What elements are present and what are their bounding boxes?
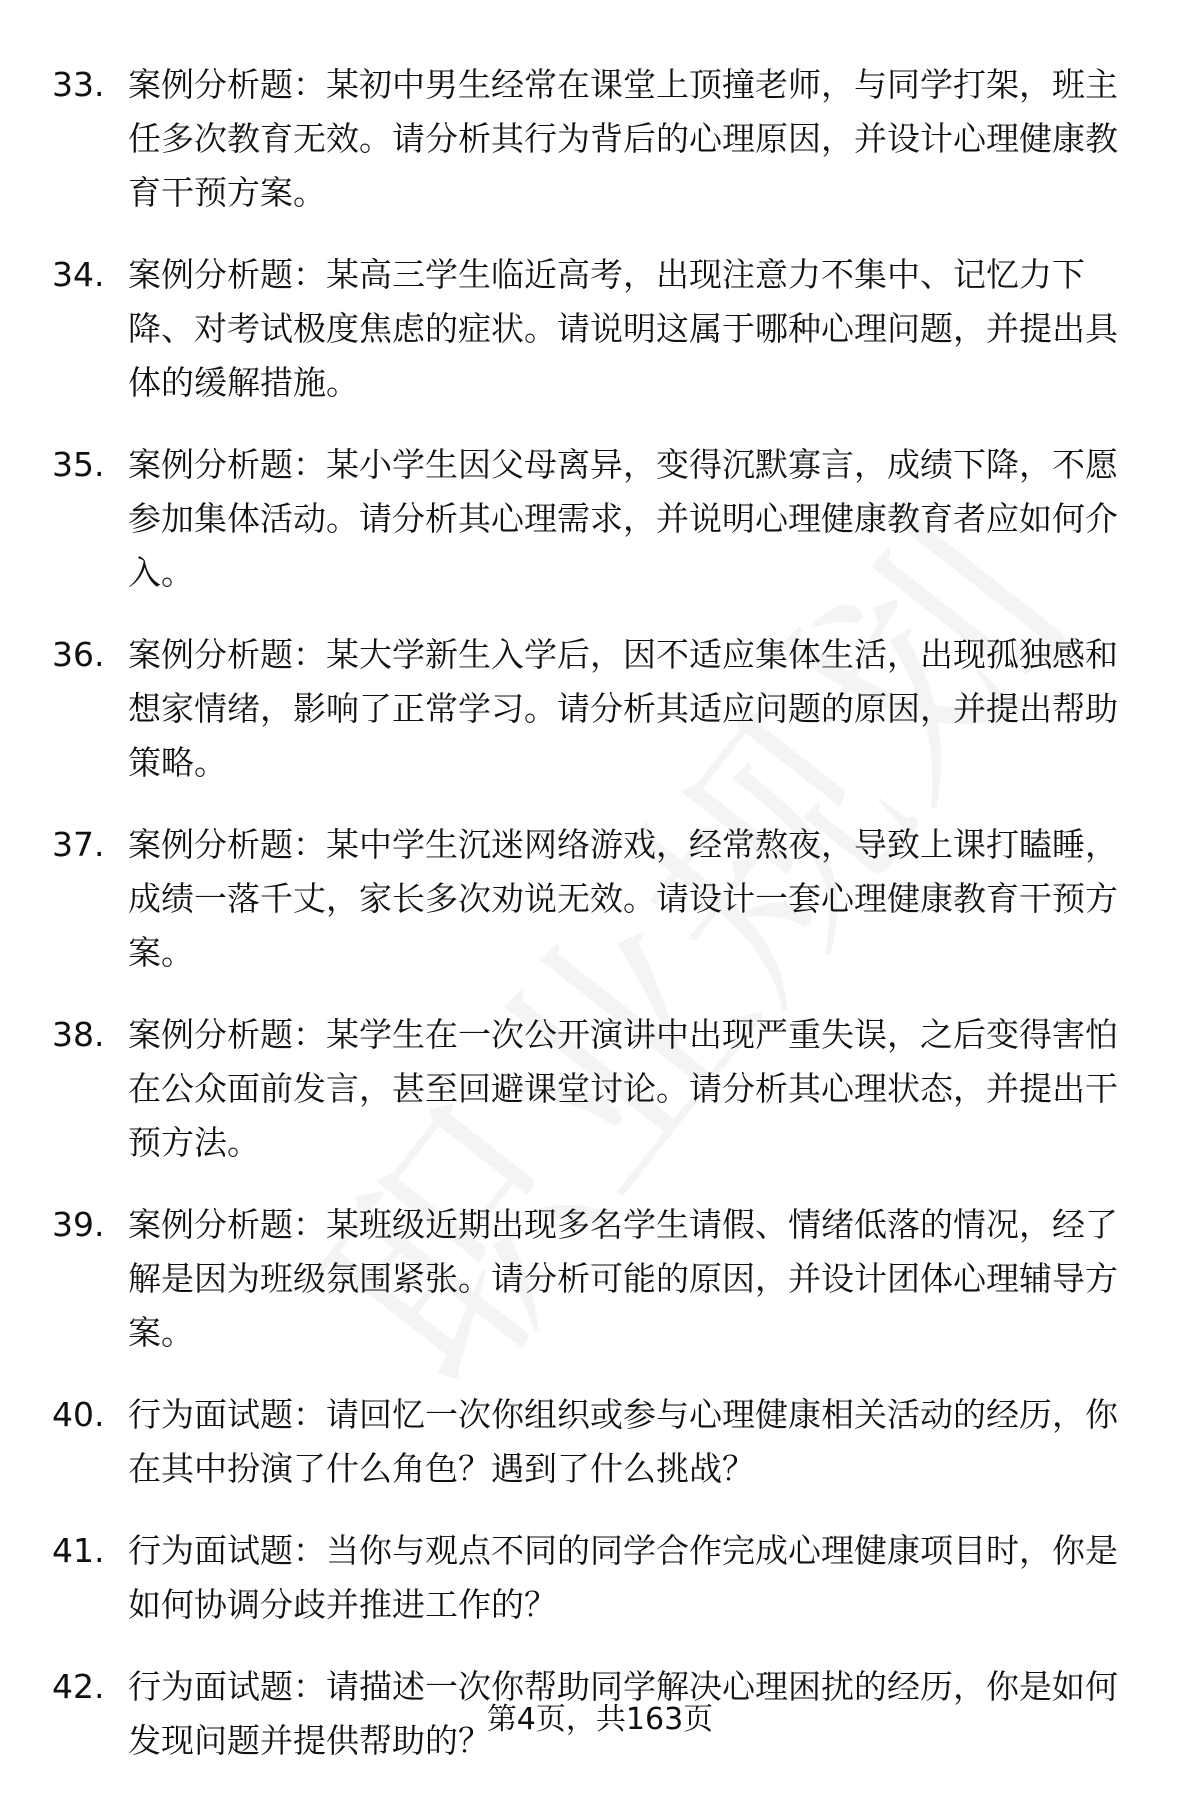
question-text: 案例分析题：某小学生因父母离异，变得沉默寡言，成绩下降，不愿参加集体活动。请分析其心理需求，并说明心理健康教育者应如何介入。 [128,445,1118,592]
question-number: 38. [52,1015,105,1054]
question-item [52,1198,1152,1360]
question-number: 37. [52,825,105,864]
question-text: 案例分析题：某班级近期出现多名学生请假、情绪低落的情况，经了解是因为班级氛围紧张。请分析可能的原因，并设计团体心理辅导方案。 [128,1205,1118,1352]
question-number: 36. [52,635,105,674]
question-text: 案例分析题：某中学生沉迷网络游戏，经常熬夜，导致上课打瞌睡，成绩一落千丈，家长多次劝说无效。请设计一套心理健康教育干预方案。 [128,825,1118,972]
question-item [52,1008,1152,1170]
question-number: 35. [52,445,105,484]
question-number: 42. [52,1667,105,1706]
question-item [52,1524,1152,1632]
question-number: 39. [52,1205,105,1244]
question-item [52,248,1152,410]
question-item [52,58,1152,220]
question-text: 案例分析题：某初中男生经常在课堂上顶撞老师，与同学打架，班主任多次教育无效。请分析其行为背后的心理原因，并设计心理健康教育干预方案。 [128,65,1118,212]
question-text: 案例分析题：某大学新生入学后，因不适应集体生活，出现孤独感和想家情绪，影响了正常学习。请分析其适应问题的原因，并提出帮助策略。 [128,635,1118,782]
question-item [52,818,1152,980]
question-item [52,438,1152,600]
page-footer [0,1700,1200,1740]
question-text: 行为面试题：当你与观点不同的同学合作完成心理健康项目时，你是如何协调分歧并推进工作的？ [128,1531,1118,1624]
page-number-label: 第4页，共163页 [486,1702,714,1737]
question-number: 33. [52,65,105,104]
question-text: 案例分析题：某高三学生临近高考，出现注意力不集中、记忆力下降、对考试极度焦虑的症状。请说明这属于哪种心理问题，并提出具体的缓解措施。 [128,255,1118,402]
question-number: 41. [52,1531,105,1570]
question-text: 案例分析题：某学生在一次公开演讲中出现严重失误，之后变得害怕在公众面前发言，甚至回避课堂讨论。请分析其心理状态，并提出干预方法。 [128,1015,1118,1162]
question-text: 行为面试题：请回忆一次你组织或参与心理健康相关活动的经历，你在其中扮演了什么角色？遇到了什么挑战？ [128,1395,1118,1488]
question-number: 40. [52,1395,105,1434]
question-item [52,1388,1152,1496]
question-text: 行为面试题：请描述一次你帮助同学解决心理困扰的经历，你是如何发现问题并提供帮助的？ [128,1667,1118,1760]
question-number: 34. [52,255,105,294]
question-list [52,58,1152,1796]
question-item [52,628,1152,790]
